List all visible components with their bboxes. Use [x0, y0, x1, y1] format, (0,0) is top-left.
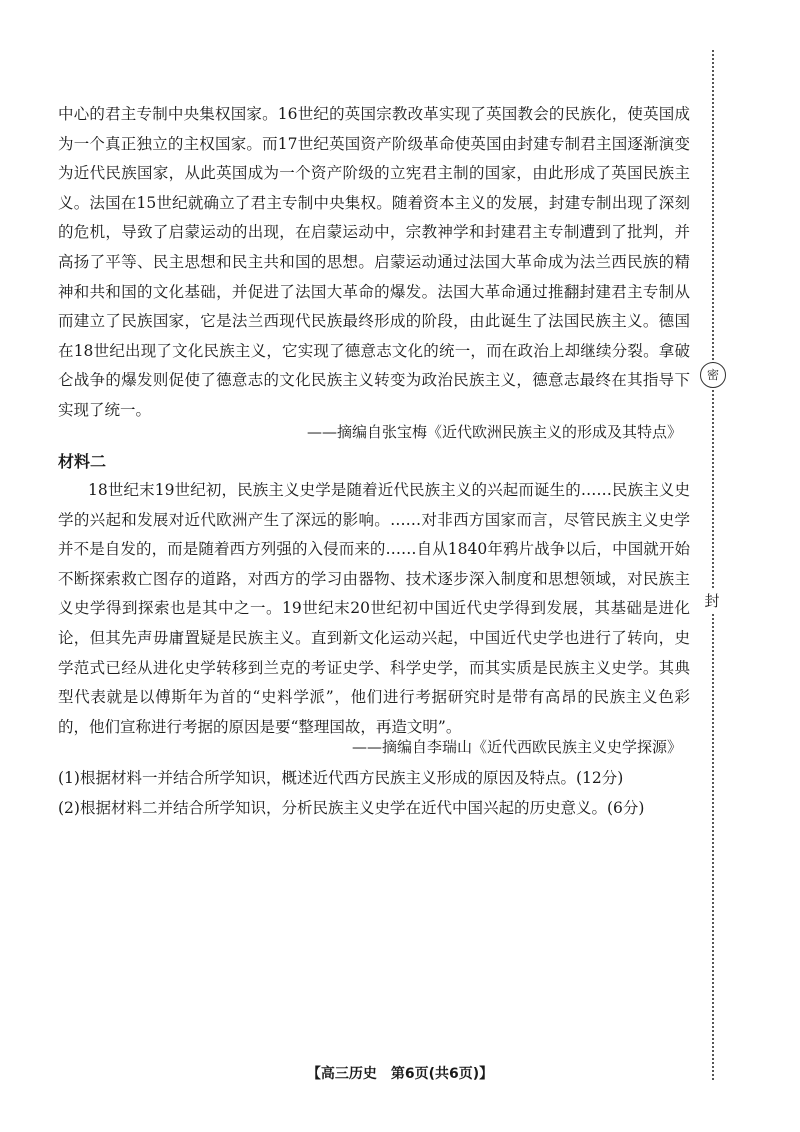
- seal-mark: 密: [700, 362, 726, 388]
- binding-dotted-line: [712, 50, 714, 1080]
- material-one-source: ——摘编自张宝梅《近代欧洲民族主义的形成及其特点》: [306, 423, 682, 441]
- material-two-heading: 材料二: [58, 452, 107, 471]
- question-1: (1)根据材料一并结合所学知识，概述近代西方民族主义形成的原因及特点。(12分): [58, 769, 624, 787]
- material-two-text: 18世纪末19世纪初，民族主义史学是随着近代民族主义的兴起而诞生的……民族主义史学的兴起和发展对近代欧洲产生了深远的影响。……对非西方国家而言，尽管民族主义史学并不是自发的，而是随着西方列强的入侵而来的……自从1840年鸦片战争以后，中国就开始不断探索救亡图存的道路，对西方的学习由器物、技术逐步深入制度和思想领域，对民族主义史学得到探索也是其中之一。19世纪末20世纪初中国近代史学得到发展，其基础是进化论，但其先声毋庸置疑是民族主义。直到新文化运动兴起，中国近代史学也进行了转向，史学范式已经从进化史学转移到兰克的考证史学、科学史学，而其实质是民族主义史学。其典型代表就是以傅斯年为首的“史料学派”，他们进行考据研究时是带有高昂的民族主义色彩的，他们宣称进行考据的原因是要“整理国故，再造文明”。: [58, 481, 690, 736]
- page-footer: 【高三历史 第6页(共6页)】: [306, 1066, 494, 1082]
- question-2: (2)根据材料二并结合所学知识，分析民族主义史学在近代中国兴起的历史意义。(6分): [58, 799, 645, 817]
- binding-mark-feng: 封: [700, 590, 724, 612]
- material-one-text: 中心的君主专制中央集权国家。16世纪的英国宗教改革实现了英国教会的民族化，使英国成为一个真正独立的主权国家。而17世纪英国资产阶级革命使英国由封建专制君主国逐渐演变为近代民族国家，从此英国成为一个资产阶级的立宪君主制的国家，由此形成了英国民族主义。法国在15世纪就确立了君主专制中央集权。随着资本主义的发展，封建专制出现了深刻的危机，导致了启蒙运动的出现，在启蒙运动中，宗教神学和封建君主专制遭到了批判，并高扬了平等、民主思想和民主共和国的思想。启蒙运动通过法国大革命成为法兰西民族的精神和共和国的文化基础，并促进了法国大革命的爆发。法国大革命通过推翻封建君主专制从而建立了民族国家，它是法兰西现代民族最终形成的阶段，由此诞生了法国民族主义。德国在18世纪出现了文化民族主义，它实现了德意志文化的统一，而在政治上却继续分裂。拿破仑战争的爆发则促使了德意志的文化民族主义转变为政治民族主义，德意志最终在其指导下实现了统一。: [58, 105, 690, 419]
- material-two-source: ——摘编自李瑞山《近代西欧民族主义史学探源》: [351, 738, 682, 756]
